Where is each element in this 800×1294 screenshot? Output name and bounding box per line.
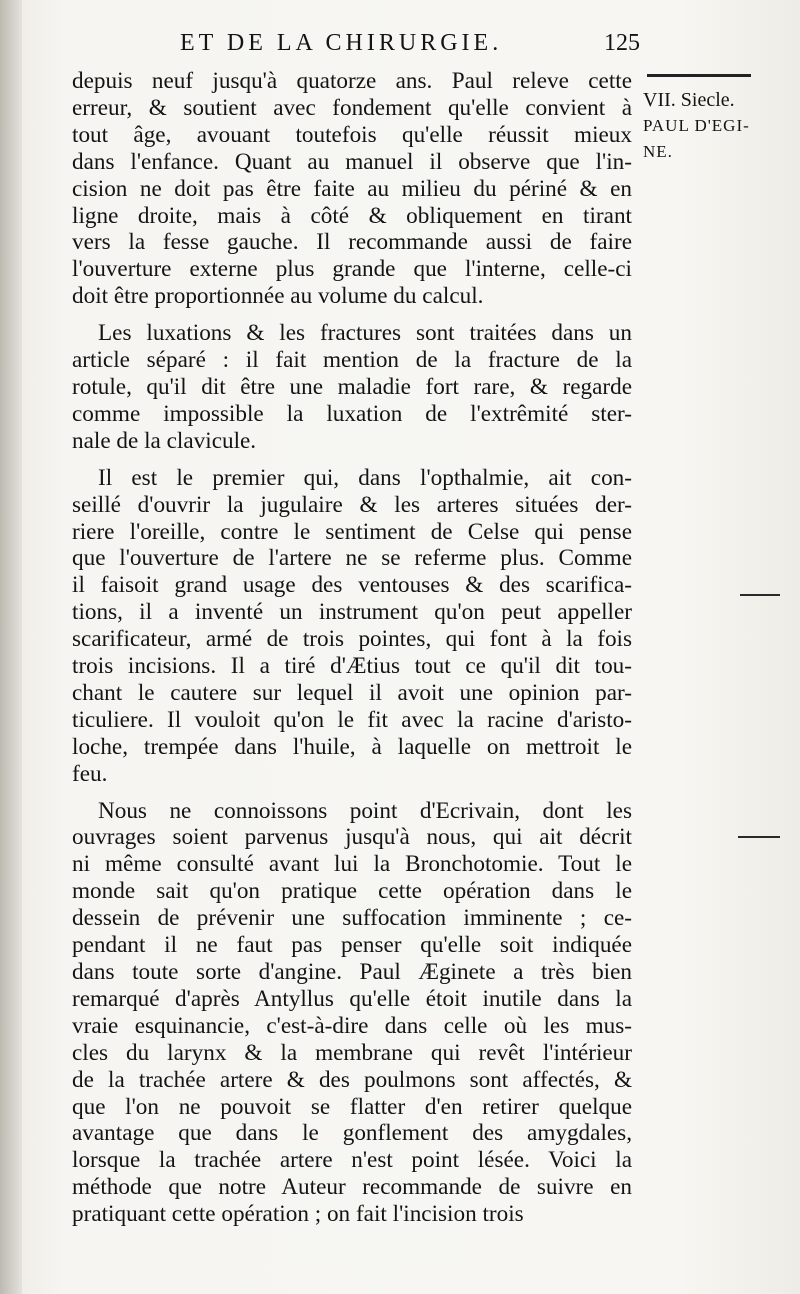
text-line: pratiquant cette opération ; on fait l'incision trois: [72, 1201, 524, 1228]
text-line: vraie esquinancie, c'est-à-dire dans celle où les mus-: [72, 1012, 632, 1039]
text-line: feu.: [72, 760, 108, 787]
text-line: dans l'enfance. Quant au manuel il observe que l'in-: [72, 148, 632, 175]
margin-note-author-2: NE.: [643, 142, 673, 161]
page-header: [70, 30, 640, 70]
paragraph-gap: [72, 788, 632, 798]
text-line: vers la fesse gauche. Il recommande aussi de faire: [72, 229, 632, 256]
margin-rule: [647, 74, 751, 77]
text-line: que l'on ne pouvoit se flatter d'en retirer quelque: [72, 1093, 632, 1120]
text-line: comme impossible la luxation de l'extrêmité ster-: [72, 400, 632, 427]
text-line: lorsque la trachée artere n'est point lésée. Voici la: [72, 1147, 632, 1174]
text-line: ticuliere. Il vouloit qu'on le fit avec la racine d'aristo-: [72, 706, 632, 733]
text-line: avantage que dans le gonflement des amygdales,: [72, 1120, 632, 1147]
paragraph: [72, 68, 632, 310]
text-line: depuis neuf jusqu'à quatorze ans. Paul releve cette: [72, 68, 632, 94]
margin-tick: [740, 594, 780, 596]
text-line: chant le cautere sur lequel il avoit une opinion par-: [72, 679, 632, 706]
margin-note-author-1: PAUL D'EGI-: [643, 116, 750, 135]
text-line: tions, il a inventé un instrument qu'on peut appeller: [72, 599, 632, 626]
paragraph: [72, 465, 632, 788]
text-line: article séparé : il fait mention de la fracture de la: [72, 347, 632, 374]
text-line: cision ne doit pas être faite au milieu du périné & en: [72, 175, 632, 202]
text-line: dans toute sorte d'angine. Paul Æginete a très bien: [72, 959, 632, 985]
text-line: méthode que notre Auteur recommande de suivre en: [72, 1174, 632, 1201]
text-line: loche, trempée dans l'huile, à laquelle on mettroit le: [72, 733, 632, 760]
text-line: l'ouverture externe plus grande que l'interne, celle-ci: [72, 256, 632, 283]
text-line: Les luxations & les fractures sont traitées dans un: [98, 320, 632, 347]
text-line: cles du larynx & la membrane qui revêt l'intérieur: [72, 1039, 632, 1066]
text-line: de la trachée artere & des poulmons sont affectés, &: [72, 1066, 632, 1093]
margin-note: [643, 74, 793, 165]
text-line: Nous ne connoissons point d'Ecrivain, dont les: [98, 797, 632, 824]
text-line: monde sait qu'on pratique cette opération dans le: [72, 878, 632, 905]
running-title: ET DE LA CHIRURGIE.: [180, 30, 503, 56]
gutter-shadow: [0, 0, 22, 1294]
paragraph-gap: [72, 455, 632, 465]
text-line: ni même consulté avant lui la Bronchotomie. Tout le: [72, 851, 632, 878]
text-line: ligne droite, mais à côté & obliquement en tirant: [72, 202, 632, 229]
paragraph: [72, 798, 632, 1229]
text-line: riere l'oreille, contre le sentiment de Celse qui pense: [72, 518, 632, 545]
text-line: tout âge, avouant toutefois qu'elle réussit mieux: [72, 121, 632, 148]
margin-note-century: VII. Siecle.: [643, 89, 735, 111]
text-line: trois incisions. Il a tiré d'Ætius tout ce qu'il dit tou-: [72, 653, 632, 680]
text-line: remarqué d'après Antyllus qu'elle étoit inutile dans la: [72, 985, 632, 1012]
text-line: doit être proportionnée au volume du calcul.: [72, 283, 484, 310]
text-line: Il est le premier qui, dans l'opthalmie, ait con-: [98, 464, 632, 491]
text-line: dessein de prévenir une suffocation imminente ; ce-: [72, 905, 632, 932]
text-line: pendant il ne faut pas penser qu'elle soit indiquée: [72, 932, 632, 959]
text-line: que l'ouverture de l'artere ne se referme plus. Comme: [72, 545, 632, 572]
margin-tick: [738, 836, 780, 838]
text-line: ouvrages soient parvenus jusqu'à nous, qui ait décrit: [72, 824, 632, 851]
paragraph: [72, 320, 632, 455]
text-line: rotule, qu'il dit être une maladie fort rare, & regarde: [72, 373, 632, 400]
text-line: il faisoit grand usage des ventouses & des scarifica-: [72, 572, 632, 599]
body-text: [72, 68, 632, 1228]
text-line: seillé d'ouvrir la jugulaire & les arteres situées der-: [72, 491, 632, 518]
text-line: nale de la clavicule.: [72, 427, 257, 454]
paragraph-gap: [72, 310, 632, 320]
page-number: 125: [604, 30, 640, 56]
text-line: scarificateur, armé de trois pointes, qui font à la fois: [72, 626, 632, 653]
text-line: erreur, & soutient avec fondement qu'elle convient à: [72, 94, 632, 121]
